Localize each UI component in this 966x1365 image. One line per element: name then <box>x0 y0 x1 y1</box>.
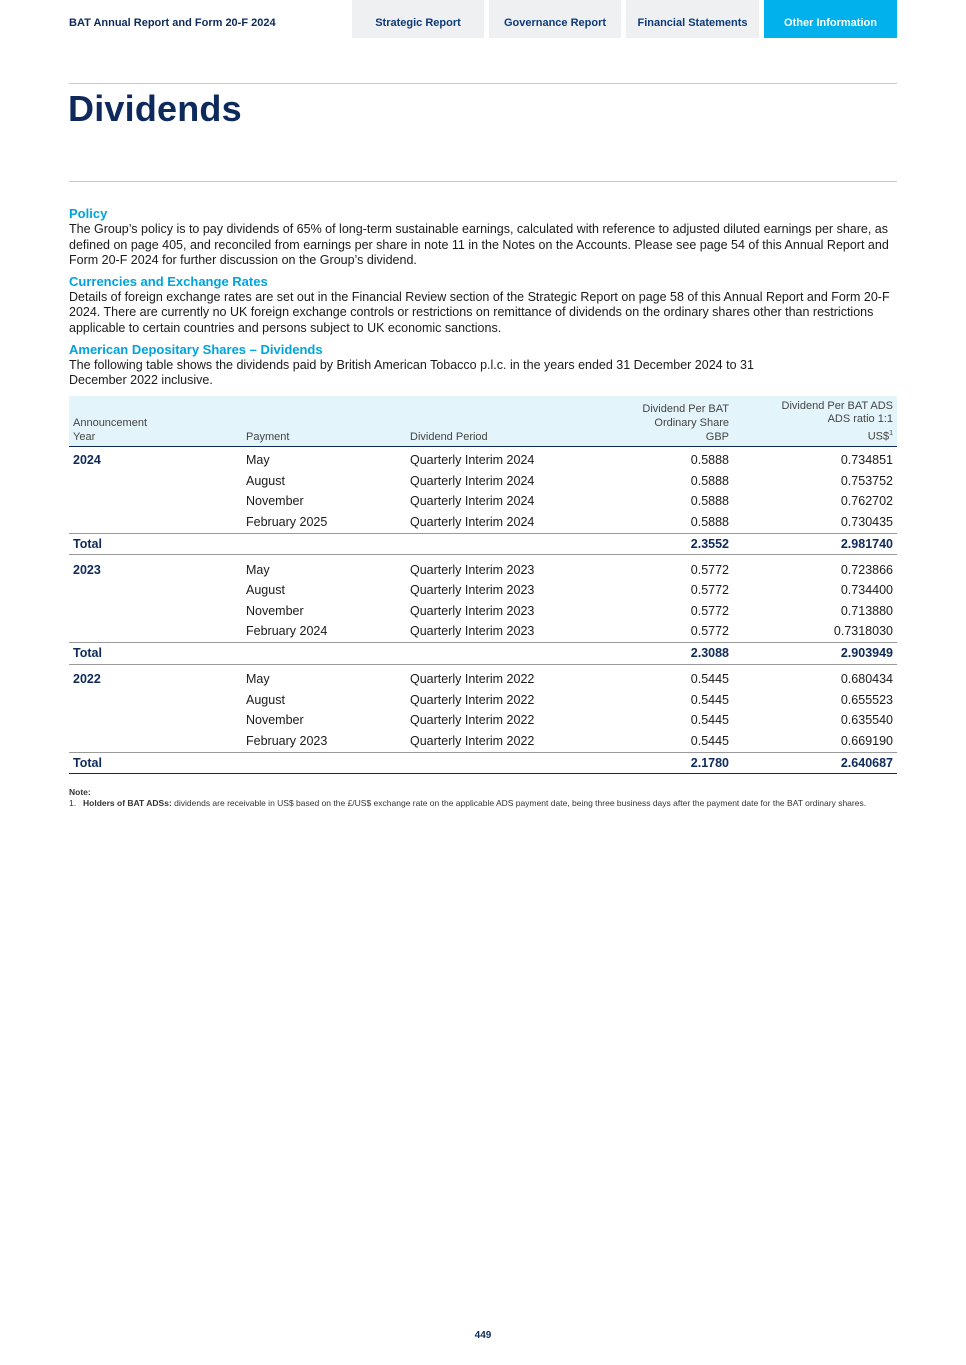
policy-heading: Policy <box>69 206 108 221</box>
total-row <box>69 752 897 774</box>
table-row <box>69 447 897 471</box>
header-year-line-2: Year <box>73 430 96 443</box>
currencies-text: Details of foreign exchange rates are set out in the Financial Review section of the Strategic Report on page 58 of this Annual Report and Form 20-F 2024. There are currently no UK foreign exchange controls or restrictions on remittance of dividends on the ordinary shares other than restrictions applicable to certain countries and persons subject to UK economic sanctions. <box>69 289 890 335</box>
period-cell: Quarterly Interim 2022 <box>410 672 535 687</box>
year-cell <box>69 601 242 622</box>
table-row <box>69 560 897 581</box>
table-header-row <box>69 396 897 447</box>
year-cell: 2023 <box>73 562 101 577</box>
total-label: Total <box>69 643 242 665</box>
total-gbp: 2.3088 <box>596 643 733 665</box>
policy-text: The Group’s policy is to pay dividends of 65% of long-term sustainable earnings, calculated with reference to adjusted diluted earnings per share, as defined on page 405, and reconciled from earnings per share in note 11 in the Notes on the Accounts. Please see page 54 of this Annual Report and Form 20-F 2024 for further discussion on the Group’s dividend. <box>69 222 889 268</box>
total-row <box>69 643 897 665</box>
gbp-cell: 0.5772 <box>690 624 729 639</box>
payment-cell: November <box>246 603 304 618</box>
note-text <box>83 798 866 809</box>
header-dividend-gbp <box>596 396 733 447</box>
table-row <box>69 580 897 601</box>
table-row <box>69 621 897 642</box>
usd-cell: 0.7318030 <box>833 624 893 639</box>
usd-cell: 0.680434 <box>840 672 893 687</box>
period-cell: Quarterly Interim 2022 <box>410 692 535 707</box>
page-title: Dividends <box>68 88 242 129</box>
note-bold-lead: Holders of BAT ADSs: <box>83 798 172 809</box>
empty-cell <box>406 533 596 555</box>
gbp-cell: 0.5445 <box>690 713 729 728</box>
header-dividend-usd <box>733 396 897 447</box>
header-payment: Payment <box>242 396 406 447</box>
payment-cell: November <box>246 713 304 728</box>
usd-cell: 0.734851 <box>840 453 893 468</box>
year-cell <box>69 512 242 533</box>
gbp-cell: 0.5888 <box>690 494 729 509</box>
table-row <box>69 710 897 731</box>
usd-cell: 0.734400 <box>840 583 893 598</box>
page-number: 449 <box>474 1330 492 1341</box>
header-announcement-year <box>69 396 242 447</box>
gbp-cell: 0.5772 <box>690 603 729 618</box>
year-cell <box>69 731 242 752</box>
header-usd-line-1: Dividend Per BAT ADS <box>781 399 893 412</box>
table-row <box>69 471 897 492</box>
period-cell: Quarterly Interim 2022 <box>410 733 535 748</box>
usd-cell: 0.713880 <box>840 603 893 618</box>
header-usd-line-2: ADS ratio 1:1 <box>827 413 893 426</box>
header-year-line-1: Announcement <box>73 417 147 429</box>
notes-section <box>69 787 897 809</box>
table-row <box>69 601 897 622</box>
payment-cell: May <box>246 453 270 468</box>
title-divider <box>69 181 897 182</box>
table-row <box>69 690 897 711</box>
header-gbp-line-2: Ordinary Share <box>654 417 729 429</box>
footnote-ref: 1 <box>889 429 893 437</box>
total-label: Total <box>69 752 242 774</box>
period-cell: Quarterly Interim 2024 <box>410 453 535 468</box>
main-content <box>69 205 897 809</box>
total-row <box>69 533 897 555</box>
payment-cell: February 2024 <box>246 624 328 639</box>
note-body: dividends are receivable in US$ based on the £/US$ exchange rate on the applicable ADS payment date, being three business days after the payment date for the BAT ordinary shares. <box>174 798 867 809</box>
payment-cell: May <box>246 672 270 687</box>
year-cell: 2022 <box>73 672 101 687</box>
gbp-cell: 0.5772 <box>690 562 729 577</box>
payment-cell: August <box>246 692 285 707</box>
payment-cell: August <box>246 583 285 598</box>
header-dividend-period: Dividend Period <box>406 396 596 447</box>
table-row <box>69 669 897 690</box>
usd-cell: 0.730435 <box>840 514 893 529</box>
gbp-cell: 0.5888 <box>690 514 729 529</box>
total-usd: 2.640687 <box>733 752 897 774</box>
empty-cell <box>242 533 406 555</box>
total-gbp: 2.3552 <box>596 533 733 555</box>
payment-cell: November <box>246 494 304 509</box>
header-gbp-line-3: GBP <box>705 430 729 443</box>
period-cell: Quarterly Interim 2023 <box>410 603 535 618</box>
dividends-table <box>69 396 897 774</box>
period-cell: Quarterly Interim 2024 <box>410 473 535 488</box>
payment-cell: May <box>246 562 270 577</box>
page-header <box>0 0 966 38</box>
year-cell <box>69 580 242 601</box>
empty-cell <box>406 752 596 774</box>
header-usd-line-3 <box>737 427 893 444</box>
document-title: BAT Annual Report and Form 20-F 2024 <box>69 17 276 29</box>
empty-cell <box>242 752 406 774</box>
payment-cell: August <box>246 473 285 488</box>
table-row <box>69 731 897 752</box>
total-label: Total <box>69 533 242 555</box>
table-row <box>69 512 897 533</box>
year-cell <box>69 690 242 711</box>
usd-cell: 0.753752 <box>840 473 893 488</box>
empty-cell <box>406 643 596 665</box>
year-cell <box>69 471 242 492</box>
gbp-cell: 0.5445 <box>690 733 729 748</box>
usd-cell: 0.762702 <box>840 494 893 509</box>
year-cell <box>69 710 242 731</box>
note-number: 1. <box>69 798 77 809</box>
year-cell: 2024 <box>73 453 101 468</box>
tab-governance-report[interactable]: Governance Report <box>489 0 621 38</box>
period-cell: Quarterly Interim 2023 <box>410 583 535 598</box>
header-usd-currency: US$ <box>867 430 890 443</box>
period-cell: Quarterly Interim 2023 <box>410 562 535 577</box>
tab-financial-statements[interactable]: Financial Statements <box>626 0 759 38</box>
table-row <box>69 491 897 512</box>
empty-cell <box>242 643 406 665</box>
period-cell: Quarterly Interim 2023 <box>410 624 535 639</box>
usd-cell: 0.635540 <box>840 713 893 728</box>
year-cell <box>69 621 242 642</box>
note-item <box>69 798 897 809</box>
usd-cell: 0.655523 <box>840 692 893 707</box>
total-gbp: 2.1780 <box>596 752 733 774</box>
payment-cell: February 2023 <box>246 733 328 748</box>
ads-heading: American Depositary Shares – Dividends <box>69 341 323 357</box>
usd-cell: 0.669190 <box>840 733 893 748</box>
tab-other-information[interactable]: Other Information <box>764 0 897 38</box>
period-cell: Quarterly Interim 2024 <box>410 494 535 509</box>
period-cell: Quarterly Interim 2024 <box>410 514 535 529</box>
notes-label: Note: <box>69 787 91 798</box>
usd-cell: 0.723866 <box>840 562 893 577</box>
gbp-cell: 0.5772 <box>690 583 729 598</box>
payment-cell: February 2025 <box>246 514 328 529</box>
gbp-cell: 0.5888 <box>690 453 729 468</box>
ads-text: The following table shows the dividends paid by British American Tobacco p.l.c. in the years ended 31 December 2024 to 31 December 2022 inclusive. <box>69 357 754 388</box>
header-gbp-line-1: Dividend Per BAT <box>642 403 729 416</box>
period-cell: Quarterly Interim 2022 <box>410 713 535 728</box>
total-usd: 2.981740 <box>733 533 897 555</box>
top-divider <box>69 83 897 84</box>
currencies-heading: Currencies and Exchange Rates <box>69 273 268 289</box>
year-cell <box>69 491 242 512</box>
total-usd: 2.903949 <box>733 643 897 665</box>
gbp-cell: 0.5445 <box>690 672 729 687</box>
gbp-cell: 0.5445 <box>690 692 729 707</box>
gbp-cell: 0.5888 <box>690 473 729 488</box>
tab-strategic-report[interactable]: Strategic Report <box>352 0 484 38</box>
